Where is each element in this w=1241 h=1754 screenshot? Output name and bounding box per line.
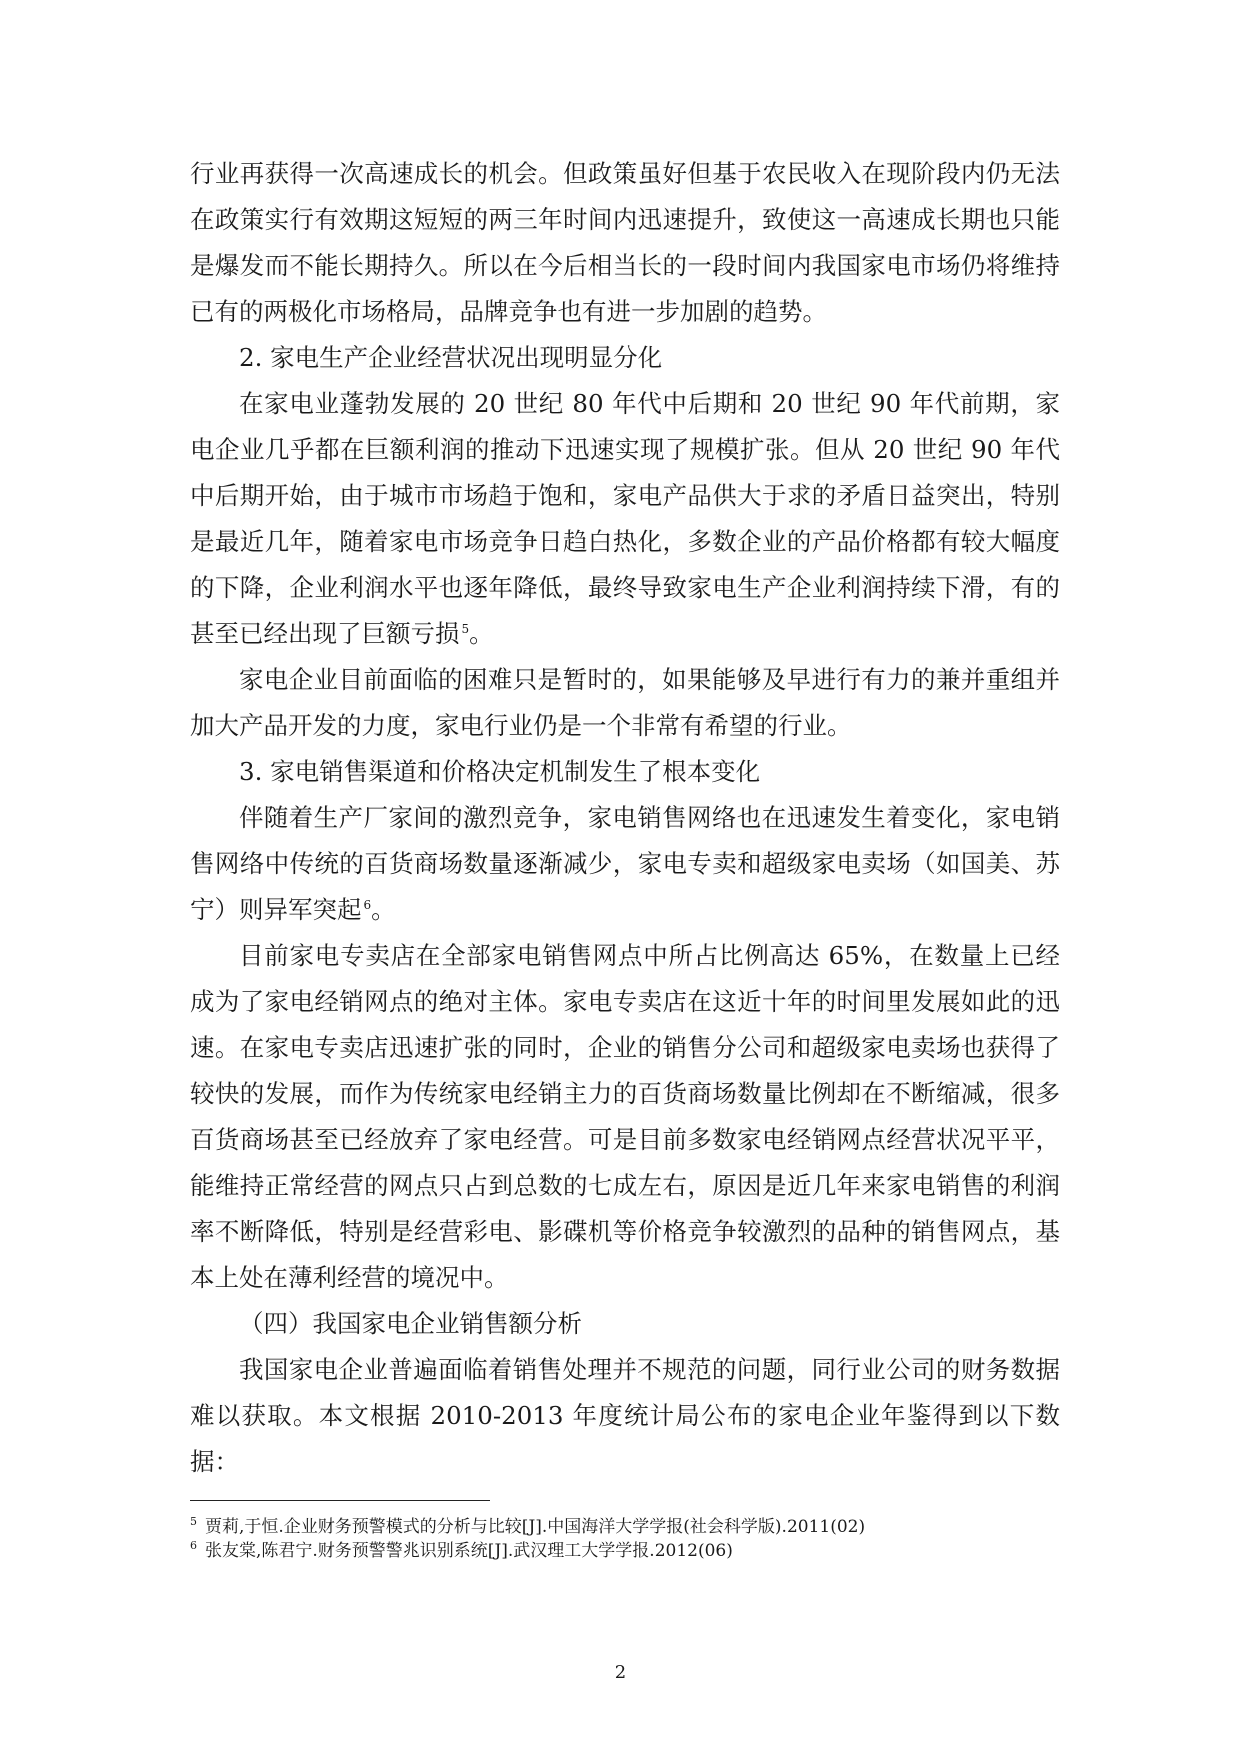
footnote-marker: 6 <box>190 1539 197 1553</box>
body-text <box>190 151 1060 1485</box>
footnotes <box>190 1515 1070 1563</box>
footnote-separator <box>190 1500 490 1501</box>
paragraph-text: 在家电业蓬勃发展的 20 世纪 80 年代中后期和 20 世纪 90 年代前期，家电企业几乎都在巨额利润的推动下迅速实现了规模扩张。但从 20 世纪 90 年代中后期开始，由于城市市场趋于饱和，家电产品供大于求的矛盾日益突出，特别是最近几年，随着家电市场竞争日趋白热化，多数企业的产品价格都有较大幅度的下降，企业利润水平也逐年降低，最终导致家电生产企业利润持续下滑，有的甚至已经出现了巨额亏损 <box>190 389 1060 648</box>
paragraph-continuation: 行业再获得一次高速成长的机会。但政策虽好但基于农民收入在现阶段内仍无法在政策实行有效期这短短的两三年时间内迅速提升，致使这一高速成长期也只能是爆发而不能长期持久。所以在今后相当长的一段时间内我国家电市场仍将维持已有的两极化市场格局，品牌竞争也有进一步加剧的趋势。 <box>190 159 1060 326</box>
footnote-6 <box>190 1539 1070 1563</box>
paragraph-temporary-difficulty: 家电企业目前面临的困难只是暂时的，如果能够及早进行有力的兼并重组并加大产品开发的力度，家电行业仍是一个非常有希望的行业。 <box>190 665 1060 740</box>
paragraph-profit-decline <box>190 381 1060 657</box>
page-number: 2 <box>614 1662 627 1683</box>
subheading-3: 3. 家电销售渠道和价格决定机制发生了根本变化 <box>239 757 761 786</box>
paragraph-sales-data: 我国家电企业普遍面临着销售处理并不规范的问题，同行业公司的财务数据难以获取。本文根据 2010-2013 年度统计局公布的家电企业年鉴得到以下数据： <box>190 1355 1060 1476</box>
sentence-end: 。 <box>371 895 396 924</box>
section-heading-4: （四）我国家电企业销售额分析 <box>239 1309 582 1338</box>
footnote-ref-5: 5 <box>461 621 470 636</box>
paragraph-sales-network <box>190 795 1060 933</box>
footnote-text: 张友棠,陈君宁.财务预警警兆识别系统[J].武汉理工大学学报.2012(06) <box>205 1541 733 1561</box>
footnote-ref-6: 6 <box>363 897 372 912</box>
sentence-end: 。 <box>469 619 494 648</box>
footnote-marker: 5 <box>190 1515 197 1529</box>
footnote-text: 贾莉,于恒.企业财务预警模式的分析与比较[J].中国海洋大学学报(社会科学版).2011(02) <box>205 1517 866 1537</box>
paragraph-specialty-stores: 目前家电专卖店在全部家电销售网点中所占比例高达 65%，在数量上已经成为了家电经销网点的绝对主体。家电专卖店在这近十年的时间里发展如此的迅速。在家电专卖店迅速扩张的同时，企业的销售分公司和超级家电卖场也获得了较快的发展，而作为传统家电经销主力的百货商场数量比例却在不断缩减，很多百货商场甚至已经放弃了家电经营。可是目前多数家电经销网点经营状况平平，能维持正常经营的网点只占到总数的七成左右，原因是近几年来家电销售的利润率不断降低，特别是经营彩电、影碟机等价格竞争较激烈的品种的销售网点，基本上处在薄利经营的境况中。 <box>190 941 1060 1292</box>
footnote-5 <box>190 1515 1070 1539</box>
subheading-2: 2. 家电生产企业经营状况出现明显分化 <box>239 343 663 372</box>
paragraph-text: 伴随着生产厂家间的激烈竞争，家电销售网络也在迅速发生着变化，家电销售网络中传统的百货商场数量逐渐减少，家电专卖和超级家电卖场（如国美、苏宁）则异军突起 <box>190 803 1060 924</box>
